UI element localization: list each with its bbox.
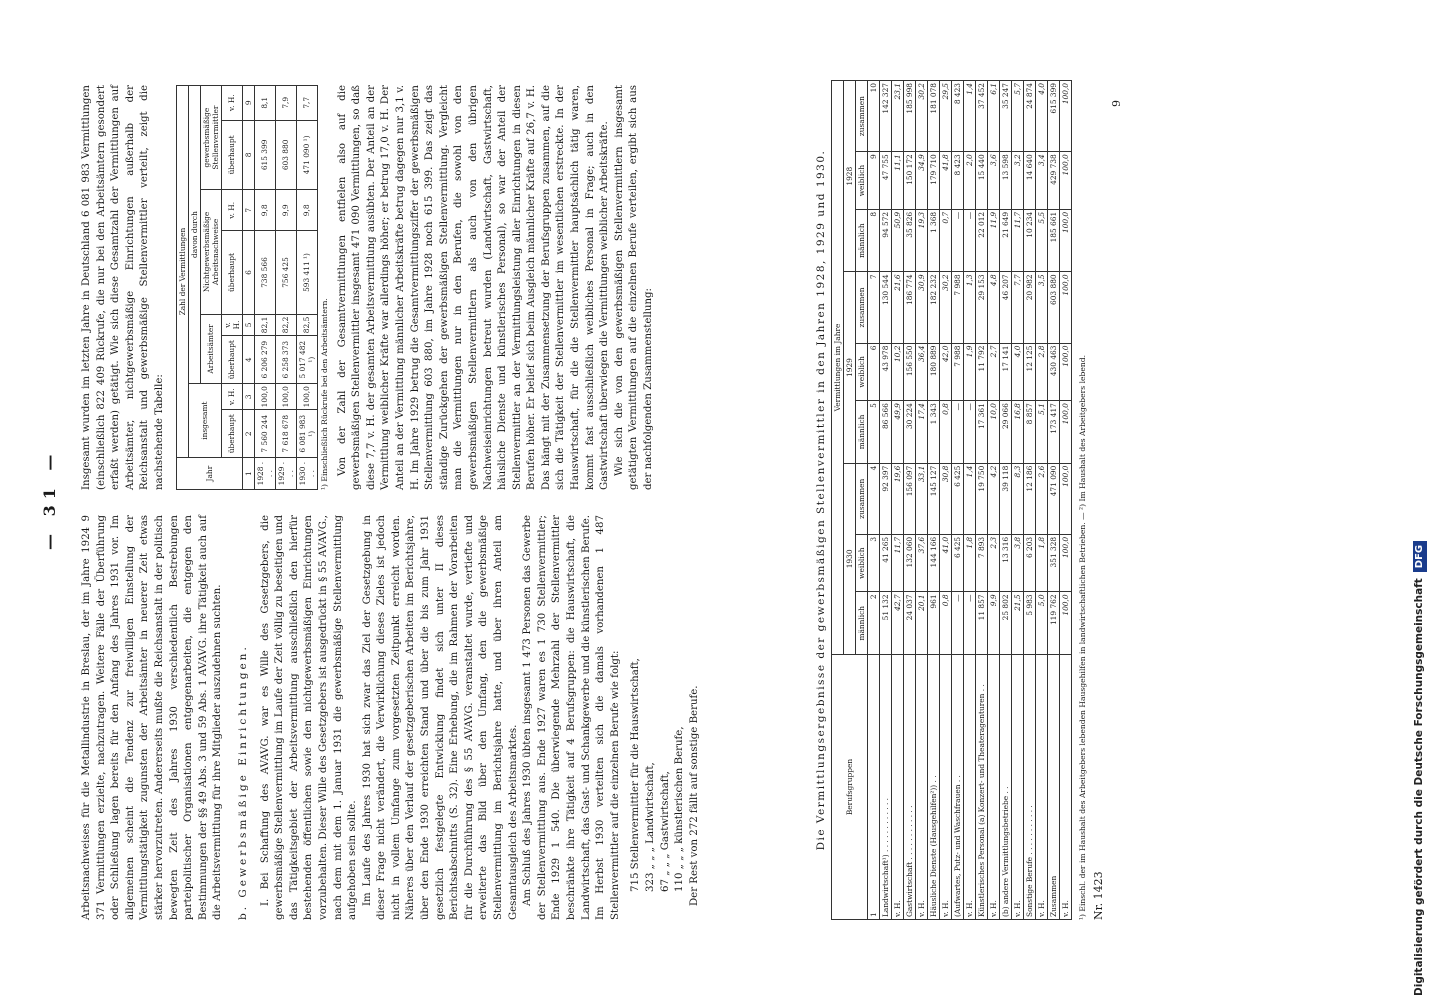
column-number: 2 <box>242 410 254 458</box>
table-title: Die Vermittlungsergebnisse der gewerbsmäßigen Stellenvermittler in den Jahren 1928, 1929 und 1930. <box>815 149 827 851</box>
table-cell: 41,8 <box>940 152 952 210</box>
table-row <box>1036 81 1048 920</box>
table-cell: 1,8 <box>964 534 976 592</box>
table-header: weiblich <box>856 343 868 401</box>
dfg-sidebar <box>1408 6 1430 996</box>
table-cell: 35 826 <box>904 209 916 272</box>
table-cell: 1930 . . . <box>296 458 317 490</box>
table-cell: 5 017 482 ¹) <box>296 336 317 384</box>
table-cell: 11,9 <box>988 209 1000 272</box>
table-row <box>976 81 988 920</box>
left-paragraph-2: Im Laufe des Jahres 1930 hat sich zwar das Ziel der Gesetzgebung in dieser Frage nicht verändert, die Verwirklichung dieses Zieles ist jedoch nicht in vollem Umfange zum vorgesetzten Zeitpunkt erreicht worden. Näheres über den Verlauf der gesetzgeberischen Arbeiten im Berichtsjahre, über den Ende 1930 erreichten Stand und über die bis zum Jahr 1931 gesetzlich festgelegte Entwicklung findet sich unter II dieses Berichtsabschnitts (S. 32). Eine Erhebung, die im Rahmen der Vorarbeiten für die Durchführung des § 55 AVAVG. veranstaltet wurde, vertiefte und erweiterte das Bild über den Umfang, den die gewerbsmäßige Stellenvermittlung im Berichtsjahre hatte, und über ihren Anteil am Gesamtausgleich des Arbeitsmarktes. <box>361 515 519 920</box>
right-intro: Insgesamt wurden im letzten Jahre in Deutschland 6 081 983 Vermittlungen (einschließlich 822 409 Rückrufe, die nur bei den Arbeitsämtern gesondert erfaßt werden) getätigt. Wie sich diese Gesamtzahl der Vermittlungen auf Arbeitsämter, nichtgewerbsmäßige Einrichtungen außerhalb der Reichsanstalt und gewerbsmäßige Stellenvermittler verteilt, zeigt die nachstehende Tabelle: <box>81 85 165 490</box>
table-cell: 39 118 <box>1000 463 1012 534</box>
table-cell: 37 452 <box>976 81 988 152</box>
table-row <box>254 86 275 490</box>
table-cell: 100,0 <box>1060 592 1072 655</box>
table-header: weiblich <box>856 534 868 592</box>
table-cell: 3,2 <box>1012 152 1024 210</box>
table-cell: 19 750 <box>976 463 988 534</box>
rotated-page-content <box>40 60 1380 920</box>
table-cell: 35 247 <box>1000 81 1012 152</box>
column-number: 8 <box>242 120 254 190</box>
table-cell: 185 998 <box>904 81 916 152</box>
table-cell: 181 078 <box>928 81 940 152</box>
table-cell: — <box>952 401 964 464</box>
table-cell: 756 425 <box>275 231 296 314</box>
row-label: (b) andere Vermittlungsbetriebe . . <box>1000 655 1012 920</box>
table-cell: 100,0 <box>1060 401 1072 464</box>
results-table-body <box>868 81 1072 920</box>
table-cell: 1,9 <box>964 343 976 401</box>
results-table <box>831 80 1072 920</box>
table-cell: 8,1 <box>254 86 275 121</box>
row-label: v. H. <box>916 655 928 920</box>
table-header: männlich <box>856 401 868 464</box>
table-row <box>1024 81 1036 920</box>
table-cell: 20,1 <box>916 592 928 655</box>
list-item: 323 „ „ „ Landwirtschaft, <box>644 762 656 892</box>
table-row <box>880 81 892 920</box>
table-header: v. H. <box>221 86 242 121</box>
table-cell: 471 090 <box>1048 463 1060 534</box>
table-cell: 119 762 <box>1048 592 1060 655</box>
table-header: zusammen <box>856 272 868 343</box>
table-cell: 156 550 <box>904 343 916 401</box>
table-cell: 21,5 <box>1012 592 1024 655</box>
year-header: 1928 <box>844 81 856 272</box>
table-cell: 6 203 <box>1024 534 1036 592</box>
table-header: Nichtgewerbsmäßige Arbeitsnachweise <box>200 190 221 314</box>
table-cell: — <box>952 592 964 655</box>
table-cell: 100,0 <box>1060 534 1072 592</box>
table-cell: 7 988 <box>952 272 964 343</box>
table-cell: 34,9 <box>916 152 928 210</box>
table-cell: — <box>964 209 976 272</box>
table-cell: 0,7 <box>940 209 952 272</box>
table-cell: — <box>964 592 976 655</box>
list-item: 110 „ „ „ künstlerischen Berufe, <box>674 726 686 892</box>
table-cell: 9,9 <box>275 190 296 231</box>
section-heading: b. Gewerbsmäßige Einrichtungen. <box>236 644 249 920</box>
table-cell: 2,7 <box>988 343 1000 401</box>
page-mark: 9 <box>1110 100 1123 107</box>
table-header: zusammen <box>856 463 868 534</box>
table-cell: 7 893 <box>976 534 988 592</box>
column-number: 4 <box>242 336 254 384</box>
table-cell: 41 265 <box>880 534 892 592</box>
table-cell: 82,5 <box>296 314 317 336</box>
table-cell: 173 417 <box>1048 401 1060 464</box>
table-cell: 5 983 <box>1024 592 1036 655</box>
left-column <box>80 515 702 920</box>
row-label: v. H. <box>964 655 976 920</box>
table-cell: 17 361 <box>976 401 988 464</box>
table-cell: 15 440 <box>976 152 988 210</box>
table-header: männlich <box>856 209 868 272</box>
table-cell: 593 411 ¹) <box>296 231 317 314</box>
table-header: zusammen <box>856 81 868 152</box>
column-number: 1 <box>242 458 254 490</box>
table-cell: 100,0 <box>1060 272 1072 343</box>
table-cell: 46 207 <box>1000 272 1012 343</box>
table-cell: 49,9 <box>892 401 904 464</box>
table-cell: 41,0 <box>940 534 952 592</box>
table-cell: 82,1 <box>254 314 275 336</box>
table-cell: 7,7 <box>296 86 317 121</box>
table-cell: 130 544 <box>880 272 892 343</box>
table-cell: 47 755 <box>880 152 892 210</box>
dfg-logo-icon: DFG <box>1413 541 1427 572</box>
table-cell: 24 874 <box>1024 81 1036 152</box>
table-row <box>242 86 254 490</box>
row-label: Sonstige Berufe . . . . . . . . . . . <box>1024 655 1036 920</box>
table-cell: 9 <box>868 152 880 210</box>
table-cell: 30,2 <box>940 272 952 343</box>
table-row <box>964 81 976 920</box>
table-cell: 615 399 <box>1048 81 1060 152</box>
row-label: v. H. <box>1060 655 1072 920</box>
summary-table <box>176 85 318 490</box>
table-cell: 13 316 <box>1000 534 1012 592</box>
table-header: Jahr <box>176 458 242 490</box>
table-cell: — <box>952 209 964 272</box>
column-number: 3 <box>242 384 254 410</box>
table-cell: 0,8 <box>940 401 952 464</box>
table-cell: 351 328 <box>1048 534 1060 592</box>
table-cell: 100,0 <box>1060 343 1072 401</box>
table-cell: 30,2 <box>916 81 928 152</box>
table-row <box>1000 81 1012 920</box>
table-header: überhaupt <box>221 231 242 314</box>
table-cell: 92 397 <box>880 463 892 534</box>
table-cell: 8 423 <box>952 152 964 210</box>
table-cell: 150 172 <box>904 152 916 210</box>
row-label: Häusliche Dienste (Hausgehilfen²)) . . <box>928 655 940 920</box>
table-row <box>1012 81 1024 920</box>
right-column <box>80 85 657 490</box>
left-intro: Arbeitsnachweises für die Metallindustrie in Breslau, der im Jahre 1924 9 371 Vermittlungen erzielte, nachzutragen. Weitere Fälle der Überführung oder Schließung lagen bereits für den Anfang des Jahres 1931 vor. Im allgemeinen scheint die Tendenz zur freiwilligen Einstellung der Vermittlungstätigkeit zugunsten der Arbeitsämter in neuerer Zeit etwas stärker hervorzutreten. Andererseits mußte die Reichsanstalt in der politisch bewegten Zeit des Jahres 1930 verschiedentlich Bestrebungen parteipolitischer Organisationen entgegenarbeiten, die entgegen den Bestimmungen der §§ 49 Abs. 3 und 59 Abs. 1 AVAVG. ihre Tätigkeit auch auf die Arbeitsvermittlung für ihre Mitglieder auszudehnen suchten. <box>81 515 224 920</box>
table-cell: 16,8 <box>1012 401 1024 464</box>
table-cell: 142 327 <box>880 81 892 152</box>
table-cell: 29,5 <box>940 81 952 152</box>
table-cell: 100,0 <box>296 384 317 410</box>
column-number: 7 <box>242 190 254 231</box>
table-cell: 17,4 <box>916 401 928 464</box>
table-cell: 8 <box>868 209 880 272</box>
row-label: v. H. <box>892 655 904 920</box>
dfg-label <box>1408 6 1430 996</box>
table-cell: 100,0 <box>1060 81 1072 152</box>
table-cell: 186 774 <box>904 272 916 343</box>
table-row <box>928 81 940 920</box>
table-cell: 43 978 <box>880 343 892 401</box>
table-cell: 50,9 <box>892 209 904 272</box>
table-cell: 6 206 279 <box>254 336 275 384</box>
table-cell: 19,3 <box>916 209 928 272</box>
table-row <box>1048 81 1060 920</box>
table-cell: 30 224 <box>904 401 916 464</box>
table-header: davon durch <box>188 86 200 384</box>
table-header: männlich <box>856 592 868 655</box>
table-cell: 8 857 <box>1024 401 1036 464</box>
table-cell: 738 566 <box>254 231 275 314</box>
row-label: (Aufwartes, Putz- und Waschfrauen . . <box>952 655 964 920</box>
table-cell: 3,4 <box>1036 152 1048 210</box>
table-cell: 180 889 <box>928 343 940 401</box>
table-cell: 11,1 <box>892 152 904 210</box>
table-row <box>988 81 1000 920</box>
table-cell: 5,1 <box>1036 401 1048 464</box>
table-cell: 19,6 <box>892 463 904 534</box>
table-cell: 7 560 244 <box>254 410 275 458</box>
table-cell: 100,0 <box>1060 463 1072 534</box>
table-header: v. H. <box>221 384 242 410</box>
table-cell: 21,6 <box>892 272 904 343</box>
right-paragraph-2: Wie sich die von den gewerbsmäßigen Stellenvermittlern insgesamt getätigten Vermittlungen auf die einzelnen Berufe verteilen, ergibt sich aus der nachfolgenden Zusammenstellung: <box>613 85 655 490</box>
table-cell: 429 738 <box>1048 152 1060 210</box>
table-cell: 5,0 <box>1036 592 1048 655</box>
results-table-block <box>815 80 1123 920</box>
table-cell: 13 598 <box>1000 152 1012 210</box>
table-cell: 2,6 <box>1036 463 1048 534</box>
table-header: Vermittlungen im Jahre <box>832 81 844 655</box>
table-cell: 5,7 <box>1012 81 1024 152</box>
table-cell: 1,4 <box>964 463 976 534</box>
table-header: gewerbsmäßige Stellenvermittler <box>200 86 221 190</box>
table-cell: 20 982 <box>1024 272 1036 343</box>
table-footnote: ¹) Einschließlich Rückrufe bei den Arbeitsämtern. <box>319 298 329 490</box>
table-cell: 0,8 <box>940 592 952 655</box>
table-cell: 1 343 <box>928 401 940 464</box>
table-cell: 6 425 <box>952 463 964 534</box>
table-cell: 961 <box>928 592 940 655</box>
table-cell: 8,3 <box>1012 463 1024 534</box>
table-cell: 603 880 <box>1048 272 1060 343</box>
row-label: Zusammen <box>1048 655 1060 920</box>
left-paragraph-3: Am Schluß des Jahres 1930 übten insgesamt 1 473 Personen das Gewerbe der Stellenvermittlung aus. Ende 1927 waren es 1 730 Stellenvermittler; Ende 1929 1 540. Die überwiegende Mehrzahl der Stellenvermittler beschränkte ihre Tätigkeit auf 4 Berufsgruppen: die Hauswirtschaft, die Landwirtschaft, das Gast- und Schankgewerbe und die künstlerischen Berufe. Im Herbst 1930 verteilten sich die damals vorhandenen 1 487 Stellenvermittler auf die einzelnen Berufe wie folgt: <box>522 515 621 920</box>
table-row <box>868 81 880 920</box>
dfg-caption: Digitalisierung gefördert durch die Deutsche Forschungsgemeinschaft <box>1413 578 1425 996</box>
year-header: 1930 <box>844 463 856 654</box>
row-label: v. H. <box>988 655 1000 920</box>
row-label: Künstlerisches Personal (a) Konzert- und Theateragenturen . . <box>976 655 988 920</box>
table-cell: 10,2 <box>892 343 904 401</box>
table-cell: 1,8 <box>1036 534 1048 592</box>
table-cell: 14 640 <box>1024 152 1036 210</box>
table-cell: 4,0 <box>1036 81 1048 152</box>
year-header: 1929 <box>844 272 856 463</box>
table-cell: 100,0 <box>254 384 275 410</box>
table-row <box>275 86 296 490</box>
table-header: v. H. <box>221 190 242 231</box>
table-cell: 29 153 <box>976 272 988 343</box>
table-cell: 33,1 <box>916 463 928 534</box>
table-cell: 11,7 <box>1012 209 1024 272</box>
table-cell: 29 066 <box>1000 401 1012 464</box>
table-cell: 9,8 <box>254 190 275 231</box>
table-cell: 23,1 <box>892 81 904 152</box>
table-cell: 9,9 <box>988 592 1000 655</box>
table-cell: 132 060 <box>904 534 916 592</box>
table-cell: 10 234 <box>1024 209 1036 272</box>
left-paragraph-1: I. Bei Schaffung des AVAVG. war es Wille des Gesetzgebers, die gewerbsmäßige Stellenvermittlung im Laufe der Zeit völlig zu beseitigen und das Tätigkeitsgebiet der Arbeitsvermittlung ausschließlich den hierfür bestehenden öffentlichen sowie den nichtgewerbsmäßigen Einrichtungen vorzubehalten. Dieser Wille des Gesetzgebers ist ausgedrückt in § 55 AVAVG., nach dem mit dem 1. Januar 1931 die gewerbsmäßige Stellenvermittlung aufgehoben sein sollte. <box>259 515 359 920</box>
table-header: insgesamt <box>188 384 221 458</box>
table-header: Berufsgruppen <box>832 655 868 920</box>
table-cell: 6 425 <box>952 534 964 592</box>
table-cell: 144 166 <box>928 534 940 592</box>
table-cell: 430 463 <box>1048 343 1060 401</box>
table-cell: 7,7 <box>1012 272 1024 343</box>
table-cell: 100,0 <box>1060 152 1072 210</box>
table-cell: 603 880 <box>275 120 296 190</box>
table-cell: 4,2 <box>988 463 1000 534</box>
table-cell: 6,1 <box>988 81 1000 152</box>
table-row <box>904 81 916 920</box>
column-number: 6 <box>242 231 254 314</box>
list-item: 67 „ „ „ Gastwirtschaft, <box>659 771 671 892</box>
table-cell: 10,0 <box>988 401 1000 464</box>
table-cell: 2,3 <box>988 534 1000 592</box>
table-row <box>916 81 928 920</box>
table-cell: 471 090 ¹) <box>296 120 317 190</box>
table-cell: 156 097 <box>904 463 916 534</box>
row-label: v. H. <box>1036 655 1048 920</box>
table-cell: 7,9 <box>275 86 296 121</box>
table-cell: 11 792 <box>976 343 988 401</box>
table-cell: 86 566 <box>880 401 892 464</box>
row-label: v. H. <box>940 655 952 920</box>
table-cell: 3,8 <box>1012 534 1024 592</box>
table-row <box>952 81 964 920</box>
table-cell: 145 127 <box>928 463 940 534</box>
table-cell: 21 649 <box>1000 209 1012 272</box>
table-cell: 5,5 <box>1036 209 1048 272</box>
table-cell: 25 802 <box>1000 592 1012 655</box>
table-header: überhaupt <box>221 410 242 458</box>
table-cell: 179 710 <box>928 152 940 210</box>
table-row <box>940 81 952 920</box>
table-cell: 22 012 <box>976 209 988 272</box>
table-cell: 1,4 <box>964 81 976 152</box>
table-header: v. H. <box>221 314 242 336</box>
table-cell: 30,8 <box>940 463 952 534</box>
table-cell: 615 399 <box>254 120 275 190</box>
table-cell: 11 857 <box>976 592 988 655</box>
table-cell: 30,9 <box>916 272 928 343</box>
table-cell: 12 125 <box>1024 343 1036 401</box>
table-cell: 6 081 983 ¹) <box>296 410 317 458</box>
table-header: überhaupt <box>221 336 242 384</box>
table-cell: 1,3 <box>964 272 976 343</box>
table-cell: 51 132 <box>880 592 892 655</box>
row-label: 1 <box>868 655 880 920</box>
row-label: Landwirtschaft¹) . . . . . . . . . . . . <box>880 655 892 920</box>
table-cell: 37,6 <box>916 534 928 592</box>
list-item: 715 Stellenvermittler für die Hauswirtschaft, <box>630 658 642 892</box>
table-cell: 3,5 <box>1036 272 1048 343</box>
table-caption: Zahl der Vermittlungen <box>176 86 188 458</box>
table-cell: 1929 . . . <box>275 458 296 490</box>
table-cell: 4 <box>868 463 880 534</box>
row-label: Gastwirtschaft . . . . . . . . . . . . <box>904 655 916 920</box>
table-cell: 42,7 <box>892 592 904 655</box>
table-cell: 36,4 <box>916 343 928 401</box>
table-cell: 94 572 <box>880 209 892 272</box>
table-row <box>296 86 317 490</box>
table-header: Arbeitsämter <box>200 314 221 384</box>
table-cell: 7 <box>868 272 880 343</box>
table-cell: 7 618 678 <box>275 410 296 458</box>
table-cell: 100,0 <box>275 384 296 410</box>
page-number: — 31 — <box>40 448 59 550</box>
table-footnote: ¹) Einschl. der im Haushalt des Arbeitgebers lebenden Hausgehilfen in landwirtschaftlichen Betrieben. — ²) Im Haushalt des Arbeitgebers lebend. <box>1078 354 1087 920</box>
table-cell: 182 232 <box>928 272 940 343</box>
row-label: v. H. <box>1012 655 1024 920</box>
table-header: überhaupt <box>221 120 242 190</box>
table-cell: 2,0 <box>964 152 976 210</box>
table-cell: 185 661 <box>1048 209 1060 272</box>
table-cell: 6 258 373 <box>275 336 296 384</box>
table-cell: 5 <box>868 401 880 464</box>
table-cell: 2,8 <box>1036 343 1048 401</box>
table-cell: 2 <box>868 592 880 655</box>
table-cell: — <box>964 401 976 464</box>
table-cell: 3 <box>868 534 880 592</box>
table-cell: 10 <box>868 81 880 152</box>
table-header: weiblich <box>856 152 868 210</box>
table-cell: 4,0 <box>1012 343 1024 401</box>
table-row <box>1060 81 1072 920</box>
table-cell: 8 423 <box>952 81 964 152</box>
table-cell: 82,2 <box>275 314 296 336</box>
table-cell: 24 037 <box>904 592 916 655</box>
column-number: 9 <box>242 86 254 121</box>
table-cell: 7 988 <box>952 343 964 401</box>
table-cell: 42,0 <box>940 343 952 401</box>
list-end: Der Rest von 272 fällt auf sonstige Berufe. <box>688 685 700 906</box>
table-cell: 4,8 <box>988 272 1000 343</box>
table-cell: 100,0 <box>1060 209 1072 272</box>
table-cell: 6 <box>868 343 880 401</box>
signature: Nr. 1423 <box>1092 871 1105 920</box>
right-paragraph-1: Von der Zahl der Gesamtvermittlungen entfielen also auf die gewerbsmäßigen Stellenvermittler insgesamt 471 090 Vermittlungen, so daß diese 7,7 v. H. der gesamten Arbeitsvermittlung ausübten. Der Anteil an der Vermittlung weiblicher Kräfte war allerdings höher; er betrug 17,0 v. H. Der Anteil an der Vermittlung männlicher Arbeitskräfte betrug dagegen nur 3,1 v. H. Im Jahre 1929 betrug die Gesamtvermittlungsziffer der gewerbsmäßigen Stellenvermittlung 603 880, im Jahre 1928 noch 615 399. Das zeigt das ständige Zurückgehen der gewerbsmäßigen Stellenvermittlung. Vergleicht man die Vermittlungen nur in den Berufen, die sowohl von den gewerbsmäßigen Stellenvermittlern als auch von den übrigen Nachweiseinrichtungen betreut wurden (Landwirtschaft, Gastwirtschaft, häusliche Dienste und künstlerisches Personal), so war der Anteil der Stellenvermittler an der Vermittlungsleistung aller Einrichtungen in diesen Berufen höher. Er belief sich beim Ausgleich männlicher Kräfte auf 26,7 v. H. Das hängt mit der Zusammensetzung der Berufsgruppen zusammen, auf die sich die Tätigkeit der Stellenvermittler im wesentlichen erstreckte. In der Hauswirtschaft, für die die Stellenvermittler hauptsächlich tätig waren, kommt fast ausschließlich weibliches Personal in Frage; auch in den Gastwirtschaft überwiegen die Vermittlungen weiblicher Arbeitskräfte. <box>336 85 611 490</box>
column-number: 5 <box>242 314 254 336</box>
table-row <box>892 81 904 920</box>
table-cell: 1 368 <box>928 209 940 272</box>
table-cell: 9,8 <box>296 190 317 231</box>
table-cell: 12 186 <box>1024 463 1036 534</box>
table-cell: 1928 . . . <box>254 458 275 490</box>
table-cell: 17 141 <box>1000 343 1012 401</box>
table-cell: 11,7 <box>892 534 904 592</box>
table-cell: 3,6 <box>988 152 1000 210</box>
